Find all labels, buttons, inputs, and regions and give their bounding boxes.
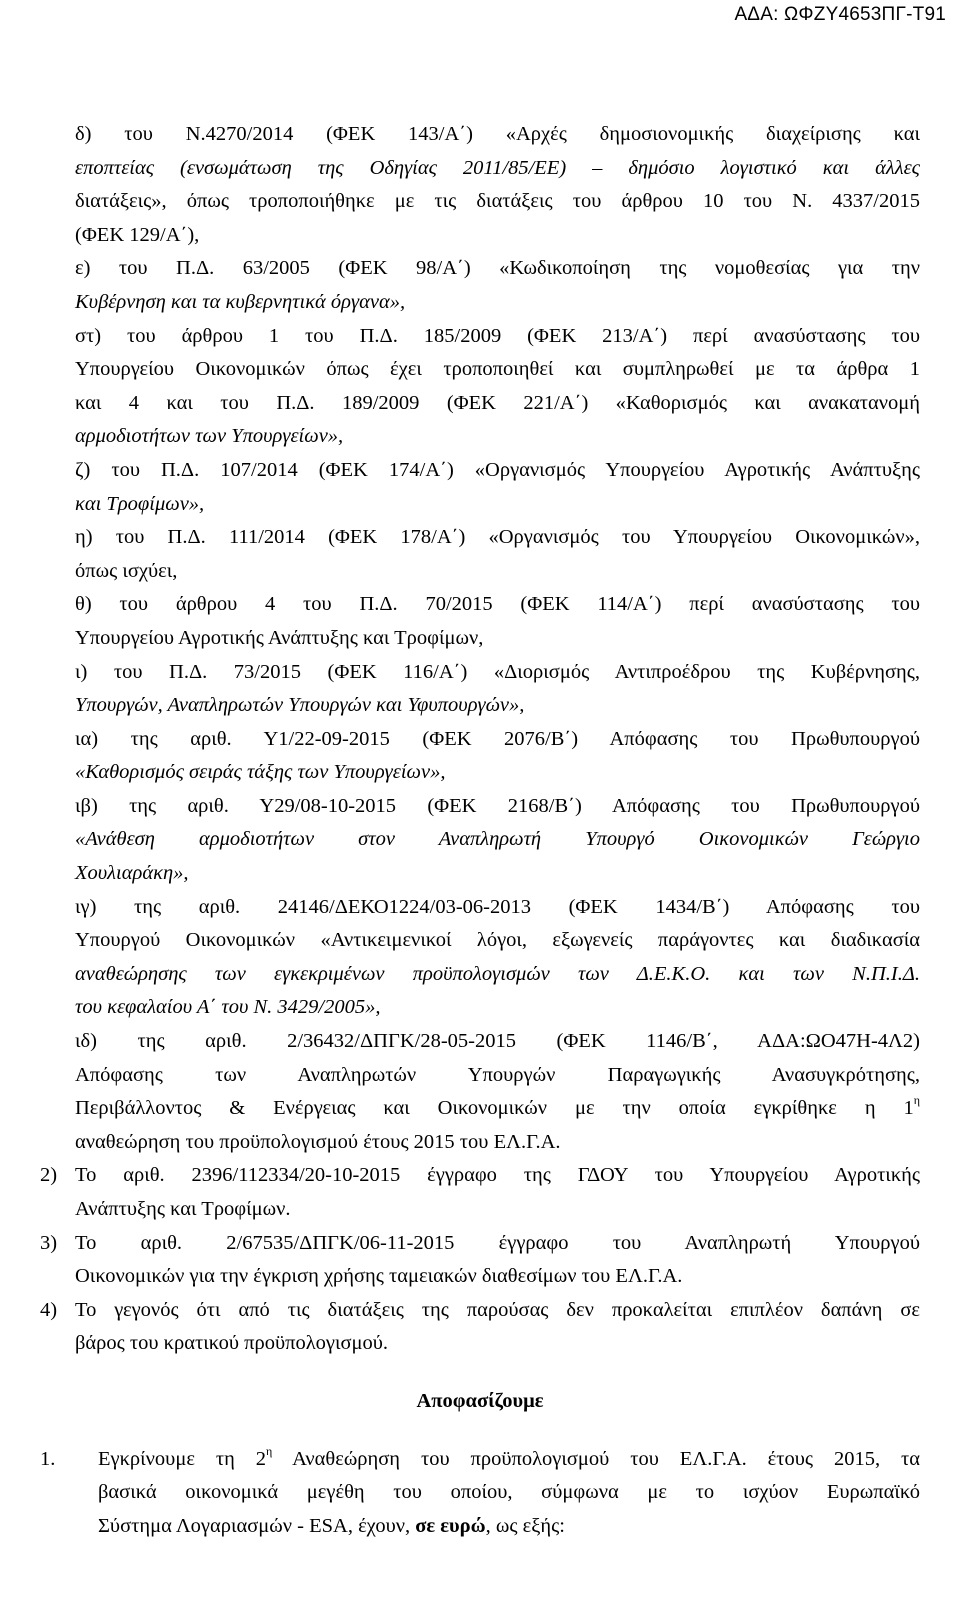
text-line: Οικονομικών για την έγκριση χρήσης ταμειακών διαθεσίμων του ΕΛ.Γ.Α. [75, 1265, 683, 1288]
document-body [40, 118, 920, 1543]
text-line: ιδ) της αριθ. 2/36432/ΔΠΓΚ/28-05-2015 (ΦΕΚ 1146/Β΄, ΑΔΑ:ΩΟ47Η-4Λ2) [75, 1030, 920, 1053]
decision-section [40, 1443, 920, 1544]
text-line: ια) της αριθ. Υ1/22-09-2015 (ΦΕΚ 2076/Β΄) Απόφασης του Πρωθυπουργού [75, 727, 920, 750]
item-number: 4) [40, 1298, 58, 1321]
text-line: αρμοδιοτήτων των Υπουργείων», [75, 425, 344, 448]
item-number: 2) [40, 1164, 58, 1187]
text-line: ι) του Π.Δ. 73/2015 (ΦΕΚ 116/Α΄) «Διορισμός Αντιπροέδρου της Κυβέρνησης, [75, 660, 920, 683]
text-line: του κεφαλαίου Α΄ του Ν. 3429/2005», [75, 996, 381, 1019]
text-line: ε) του Π.Δ. 63/2005 (ΦΕΚ 98/Α΄) «Κωδικοποίηση της νομοθεσίας για την [75, 257, 920, 280]
decision-item: 1. Εγκρίνουμε τη $2^\eta$ Αναθεώρηση του προϋπολογισμού του ΕΛ.Γ.Α. έτους 2015, τα [40, 1443, 920, 1477]
text-line: Χουλιαράκη», [75, 862, 189, 885]
text-line: Υπουργού Οικονομικών «Αντικειμενικοί λόγοι, εξωγενείς παράγοντες και διαδικασία [75, 929, 920, 952]
text-line: η) του Π.Δ. 111/2014 (ΦΕΚ 178/Α΄) «Οργανισμός του Υπουργείου Οικονομικών», [75, 526, 920, 549]
text-line: Περιβάλλοντος & Ενέργειας και Οικονομικών με την οποία εγκρίθηκε η $1^\eta$ [75, 1093, 920, 1120]
text-line: βάρος του κρατικού προϋπολογισμού. [75, 1332, 389, 1355]
text-line: βασικά οικονομικά μεγέθη του οποίου, σύμφωνα με το ισχύον Ευρωπαϊκό [98, 1481, 920, 1504]
text-line: Σύστημα Λογαριασμών - ESA, έχουν, σε ευρώ, ως εξής: [98, 1514, 565, 1537]
text-line: ιβ) της αριθ. Υ29/08-10-2015 (ΦΕΚ 2168/Β΄) Απόφασης του Πρωθυπουργού [75, 794, 920, 817]
legal-basis-list [40, 118, 920, 1159]
text-line: αναθεώρησης των εγκεκριμένων προϋπολογισμών των Δ.Ε.Κ.Ο. και των Ν.Π.Ι.Δ. [75, 962, 920, 985]
text-line: (ΦΕΚ 129/Α΄), [75, 223, 200, 246]
list-item: 3) Το αριθ. 2/67535/ΔΠΓΚ/06-11-2015 έγγραφο του Αναπληρωτή Υπουργού [40, 1227, 920, 1261]
decision-heading: Αποφασίζουμε [416, 1389, 544, 1412]
text-line: Υπουργείου Οικονομικών όπως έχει τροποποιηθεί και συμπληρωθεί με τα άρθρα 1 [75, 358, 920, 381]
text-line: και 4 και του Π.Δ. 189/2009 (ΦΕΚ 221/Α΄) «Καθορισμός και ανακατανομή [75, 391, 920, 414]
text-line: διατάξεις», όπως τροποποιήθηκε με τις διατάξεις του άρθρου 10 του Ν. 4337/2015 [75, 190, 920, 213]
text-line: ιγ) της αριθ. 24146/ΔΕΚΟ1224/03-06-2013 (ΦΕΚ 1434/Β΄) Απόφασης του [75, 895, 920, 918]
text-line: «Καθορισμός σειράς τάξης των Υπουργείων», [75, 761, 446, 784]
text-line: Κυβέρνηση και τα κυβερνητικά όργανα», [75, 290, 406, 313]
numbered-items [40, 1159, 920, 1361]
item-number: 3) [40, 1231, 58, 1254]
text-line: Απόφασης των Αναπληρωτών Υπουργών Παραγωγικής Ανασυγκρότησης, [75, 1063, 920, 1086]
item-number: 1. [40, 1447, 56, 1470]
text-line: αναθεώρηση του προϋπολογισμού έτους 2015 του ΕΛ.Γ.Α. [75, 1130, 561, 1153]
text-line: στ) του άρθρου 1 του Π.Δ. 185/2009 (ΦΕΚ 213/Α΄) περί ανασύστασης του [75, 324, 920, 347]
text-line: Υπουργών, Αναπληρωτών Υπουργών και Υφυπουργών», [75, 694, 525, 717]
text-line: και Τροφίμων», [75, 492, 205, 515]
list-item: 2) Το αριθ. 2396/112334/20-10-2015 έγγραφο της ΓΔΟΥ του Υπουργείου Αγροτικής [40, 1159, 920, 1193]
text-line: όπως ισχύει, [75, 559, 178, 582]
text-line: Ανάπτυξης και Τροφίμων. [75, 1198, 291, 1220]
text-line: δ) του Ν.4270/2014 (ΦΕΚ 143/Α΄) «Αρχές δημοσιονομικής διαχείρισης και [75, 123, 920, 145]
text-line: εποπτείας (ενσωμάτωση της Οδηγίας 2011/85/ΕΕ) – δημόσιο λογιστικό και άλλες [75, 156, 920, 179]
list-item: 4) Το γεγονός ότι από τις διατάξεις της παρούσας δεν προκαλείται επιπλέον δαπάνη σε [40, 1294, 920, 1328]
text-line: θ) του άρθρου 4 του Π.Δ. 70/2015 (ΦΕΚ 114/Α΄) περί ανασύστασης του [75, 593, 920, 616]
ada-code: ΑΔΑ: ΩΦΖΥ4653ΠΓ-Τ91 [734, 4, 946, 25]
text-line: «Ανάθεση αρμοδιοτήτων στον Αναπληρωτή Υπουργό Οικονομικών Γεώργιο [75, 828, 920, 851]
text-line: ζ) του Π.Δ. 107/2014 (ΦΕΚ 174/Α΄) «Οργανισμός Υπουργείου Αγροτικής Ανάπτυξης [75, 458, 920, 481]
text-line: Υπουργείου Αγροτικής Ανάπτυξης και Τροφίμων, [75, 626, 484, 649]
